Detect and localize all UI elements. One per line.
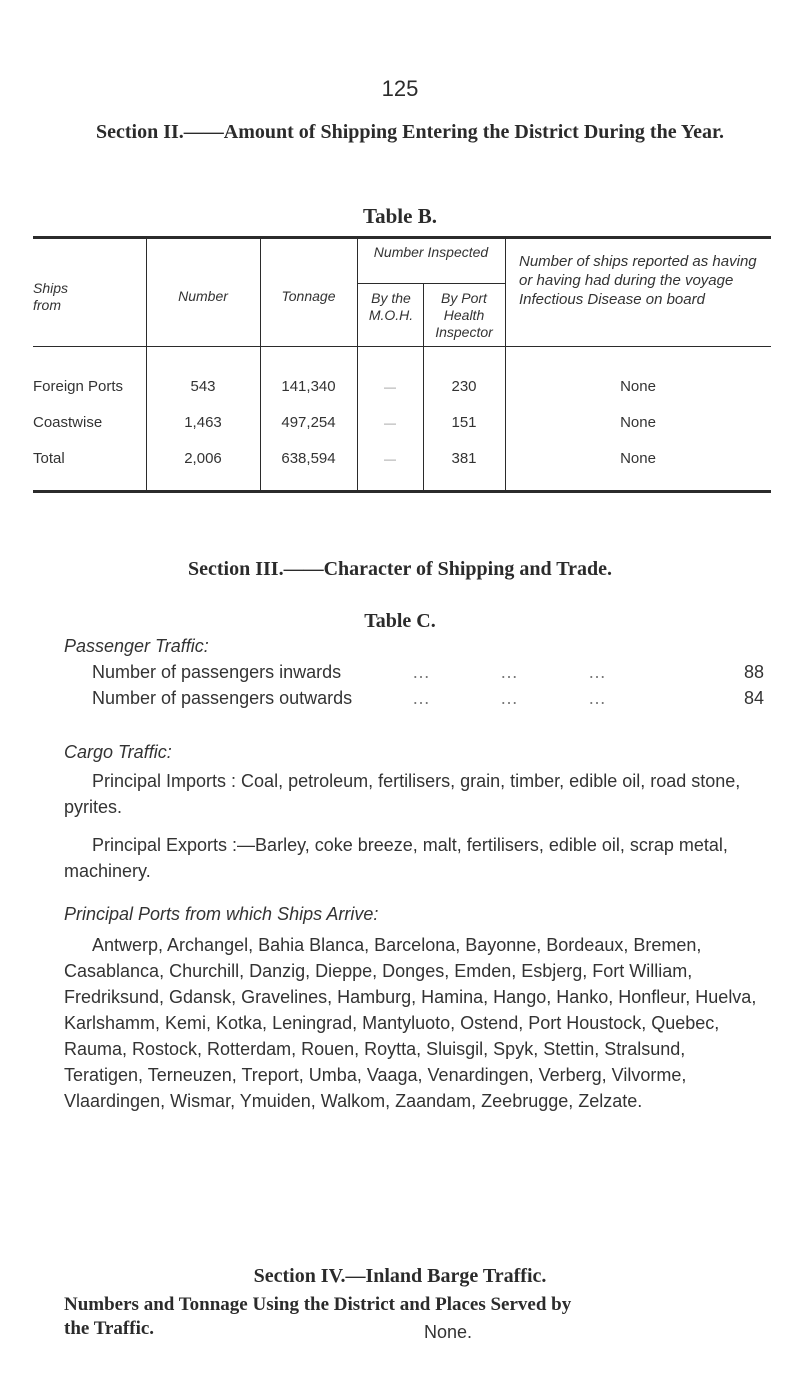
cell-tonnage: 638,594: [281, 450, 336, 467]
leader-dots: … … …: [412, 662, 607, 682]
cell-reported: None: [620, 450, 656, 467]
header-number-inspected: Number Inspected: [373, 244, 489, 260]
page-number: 125: [381, 76, 419, 101]
header-ships-from: Ships from: [33, 280, 69, 313]
section-ii-title: Section II.——Amount of Shipping Entering the District During the Year.: [96, 121, 724, 143]
section-iv-heading: Numbers and Tonnage Using the District and Places Served by the Traffic.: [64, 1294, 572, 1339]
principal-exports: Principal Exports :—Barley, coke breeze, malt, fertilisers, edible oil, scrap metal, machinery.: [64, 835, 728, 881]
section-iv-title: Section IV.—Inland Barge Traffic.: [253, 1265, 547, 1287]
cell-tonnage: 141,340: [281, 378, 336, 395]
cell-tonnage: 497,254: [281, 414, 336, 431]
cell-by-port-health: 151: [451, 414, 477, 431]
cell-reported: None: [620, 378, 656, 395]
inspected-subheader-rule: [357, 283, 505, 284]
header-bottom-rule: [33, 346, 771, 347]
header-reported-disease: Number of ships reported as having or having had during the voyage Infectious Disease on board: [519, 253, 757, 308]
table-bottom-rule: [33, 490, 771, 493]
cell-by-moh: —: [384, 416, 396, 430]
section-iv-value: None.: [424, 1322, 473, 1342]
table-b: [33, 236, 771, 496]
passengers-inwards-row: [92, 662, 764, 683]
cell-ships-from: Foreign Ports: [33, 378, 124, 395]
principal-imports: Principal Imports : Coal, petroleum, fertilisers, grain, timber, edible oil, road stone, pyrites.: [64, 771, 741, 817]
principal-ports-heading: Principal Ports from which Ships Arrive:: [64, 904, 379, 924]
header-tonnage: Tonnage: [281, 288, 336, 304]
passenger-traffic-heading: Passenger Traffic:: [64, 636, 209, 656]
section-iii-title: Section III.——Character of Shipping and Trade.: [188, 558, 612, 580]
cell-number: 2,006: [184, 450, 222, 467]
cell-reported: None: [620, 414, 656, 431]
cargo-traffic-heading: Cargo Traffic:: [64, 742, 172, 762]
cell-by-moh: —: [384, 380, 396, 394]
passengers-outwards-value: 84: [743, 688, 764, 708]
passengers-inwards-label: Number of passengers inwards: [92, 662, 342, 682]
cell-by-moh: —: [384, 452, 396, 466]
cell-number: 1,463: [184, 414, 222, 431]
cell-by-port-health: 230: [451, 378, 477, 395]
passengers-outwards-row: [92, 688, 764, 709]
principal-ports-list: Antwerp, Archangel, Bahia Blanca, Barcelona, Bayonne, Bordeaux, Bremen, Casablanca, Churchill, Danzig, Dieppe, Donges, Emden, Esbjerg, Fort William, Fredriksund, Gdansk, Gravelines, Hamburg, Hamina, Hango, Hanko, Honfleur, Huelva, Karlshamm, Kemi, Kotka, Leningrad, Mantyluoto, Ostend, Port Houstock, Quebec, Rauma, Rostock, Rotterdam, Rouen, Roytta, Sluisgil, Spyk, Stettin, Stralsund, Teratigen, Terneuzen, Treport, Umba, Vaaga, Venardingen, Verberg, Vilvorme, Vlaardingen, Wismar, Ymuiden, Walkom, Zaandam, Zeebrugge, Zelzate.: [64, 935, 757, 1111]
table-b-title: Table B.: [363, 204, 437, 228]
table-c-title: Table C.: [364, 610, 436, 632]
header-by-port-health: By Port Health Inspector: [435, 290, 493, 340]
passengers-outwards-label: Number of passengers outwards: [92, 688, 353, 708]
cell-by-port-health: 381: [451, 450, 477, 467]
leader-dots: … … …: [412, 688, 607, 708]
cell-ships-from: Coastwise: [33, 414, 103, 431]
table-top-rule: [33, 236, 771, 239]
passengers-inwards-value: 88: [743, 662, 764, 682]
cell-ships-from: Total: [33, 450, 65, 467]
cell-number: 543: [190, 378, 216, 395]
header-number: Number: [178, 288, 228, 304]
header-by-moh: By the M.O.H.: [368, 290, 414, 323]
